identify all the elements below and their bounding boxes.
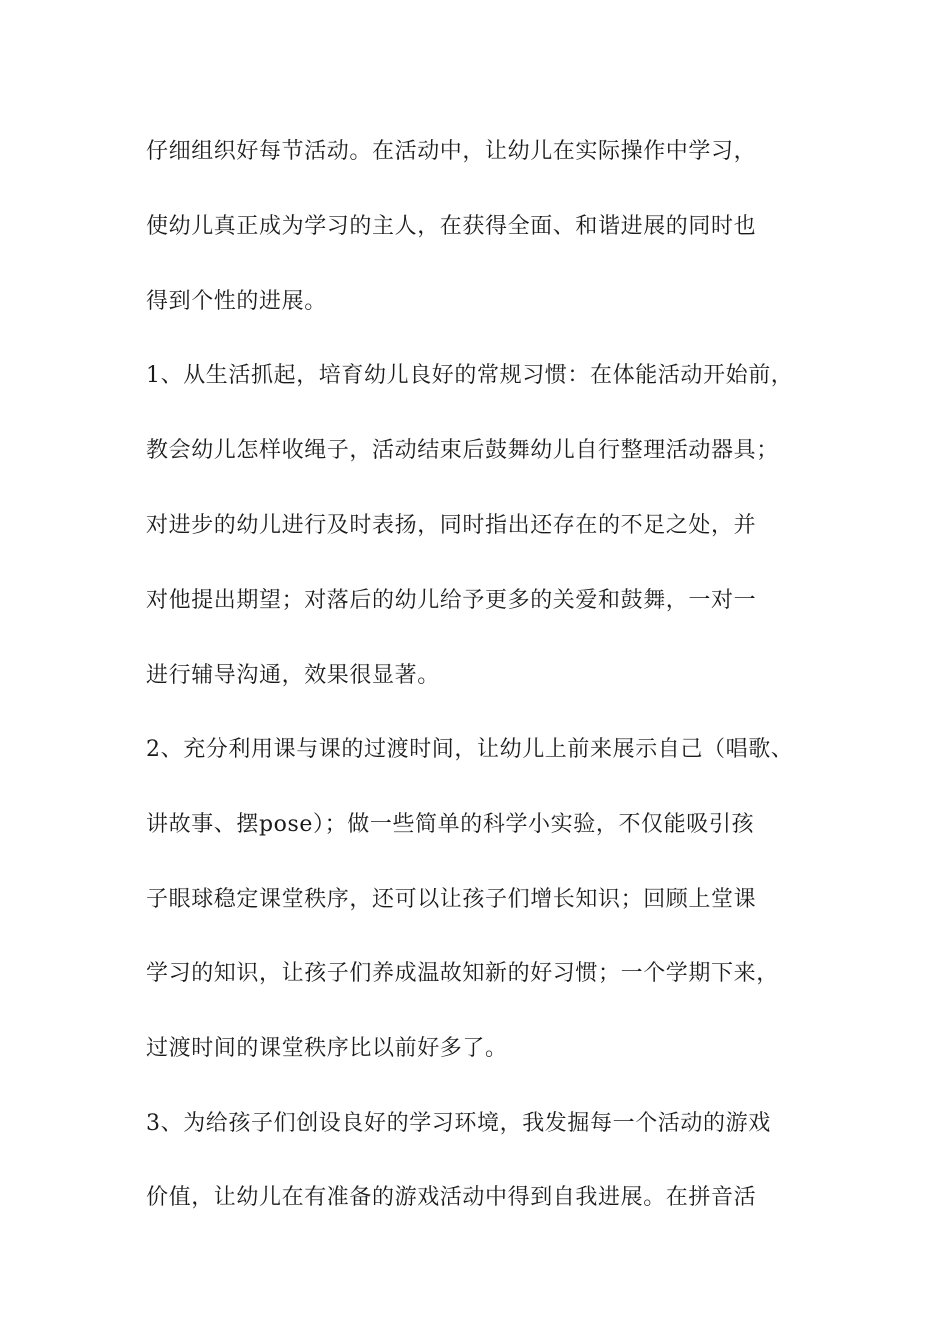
body-text-line: 1、从生活抓起，培育幼儿良好的常规习惯：在体能活动开始前，: [146, 363, 794, 388]
body-text-line: 价值，让幼儿在有准备的游戏活动中得到自我进展。在拼音活: [146, 1185, 757, 1210]
body-text-line: 学习的知识，让孩子们养成温故知新的好习惯；一个学期下来，: [146, 961, 779, 986]
body-text-line: 2、充分利用课与课的过渡时间，让幼儿上前来展示自己（唱歌、: [146, 737, 794, 762]
body-text-line: 3、为给孩子们创设良好的学习环境，我发掘每一个活动的游戏: [146, 1111, 771, 1136]
body-text-line: 进行辅导沟通，效果很显著。: [146, 663, 440, 688]
body-text-line: 得到个性的进展。: [146, 289, 327, 314]
body-text-line: 对他提出期望；对落后的幼儿给予更多的关爱和鼓舞，一对一: [146, 588, 757, 613]
body-text-line: 教会幼儿怎样收绳子，活动结束后鼓舞幼儿自行整理活动器具；: [146, 438, 779, 463]
body-text-line: 子眼球稳定课堂秩序，还可以让孩子们增长知识；回顾上堂课: [146, 887, 757, 912]
body-text-line: 讲故事、摆pose）；做一些简单的科学小实验，不仅能吸引孩: [146, 812, 755, 837]
body-text-line: 仔细组织好每节活动。在活动中，让幼儿在实际操作中学习，: [146, 139, 757, 164]
body-text-line: 对进步的幼儿进行及时表扬，同时指出还存在的不足之处，并: [146, 513, 757, 538]
body-text-line: 使幼儿真正成为学习的主人，在获得全面、和谐进展的同时也: [146, 214, 757, 239]
body-text-line: 过渡时间的课堂秩序比以前好多了。: [146, 1036, 508, 1061]
